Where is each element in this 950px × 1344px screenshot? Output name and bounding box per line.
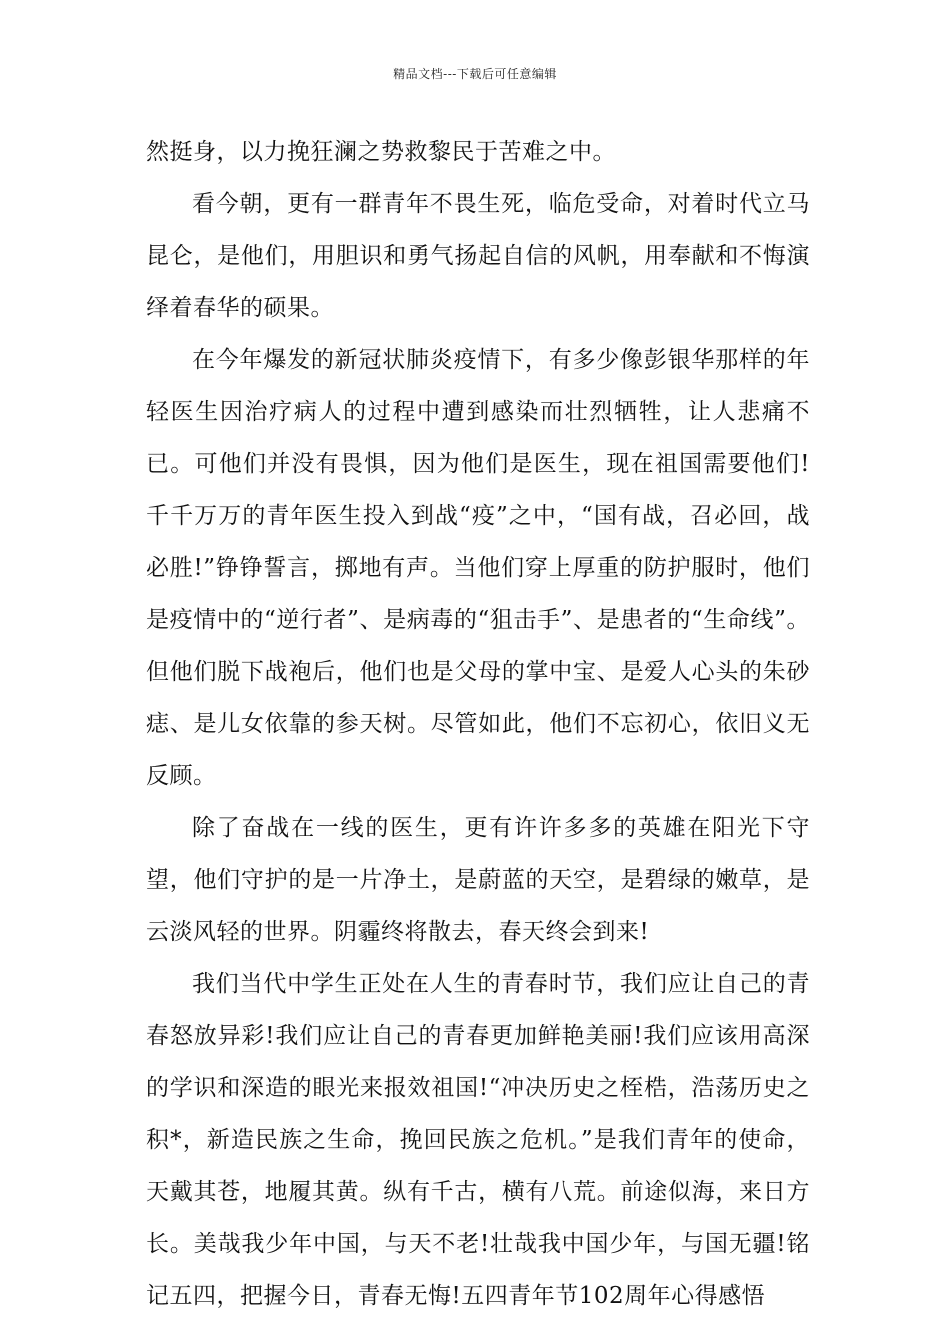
paragraph-3: 在今年爆发的新冠状肺炎疫情下，有多少像彭银华那样的年轻医生因治疗病人的过程中遭到感染而壮烈牺牲，让人悲痛不已。可他们并没有畏惧，因为他们是医生，现在祖国需要他们!千千万万的青年医生投入到战“疫”之中，“国有战，召必回，战必胜!”铮铮誓言，掷地有声。当他们穿上厚重的防护服时，他们是疫情中的“逆行者”、是病毒的“狙击手”、是患者的“生命线”。但他们脱下战袍后，他们也是父母的掌中宝、是爱人心头的朱砂痣、是儿女依靠的参天树。尽管如此，他们不忘初心，依旧义无反顾。 [146,347,810,789]
document-body [146,126,810,1322]
paragraph-5: 我们当代中学生正处在人生的青春时节，我们应让自己的青春怒放异彩!我们应让自己的青春更加鲜艳美丽!我们应该用高深的学识和深造的眼光来报效祖国!“冲决历史之桎梏，浩荡历史之积*，新造民族之生命，挽回民族之危机。”是我们青年的使命，天戴其苍，地履其黄。纵有千古，横有八荒。前途似海，来日方长。美哉我少年中国，与天不老!壮哉我中国少年，与国无疆!铭记五四，把握今日，青春无悔!五四青年节102周年心得感悟 [146,971,810,1309]
paragraph-1: 然挺身，以力挽狂澜之势救黎民于苦难之中。 [146,139,616,165]
paragraph-4: 除了奋战在一线的医生，更有许许多多的英雄在阳光下守望，他们守护的是一片净土，是蔚蓝的天空，是碧绿的嫩草，是云淡风轻的世界。阴霾终将散去，春天终会到来! [146,815,810,945]
page-header: 精品文档---下载后可任意编辑 [393,67,557,81]
paragraph-2: 看今朝，更有一群青年不畏生死，临危受命，对着时代立马昆仑，是他们，用胆识和勇气扬起自信的风帆，用奉献和不悔演绎着春华的硕果。 [146,191,810,321]
